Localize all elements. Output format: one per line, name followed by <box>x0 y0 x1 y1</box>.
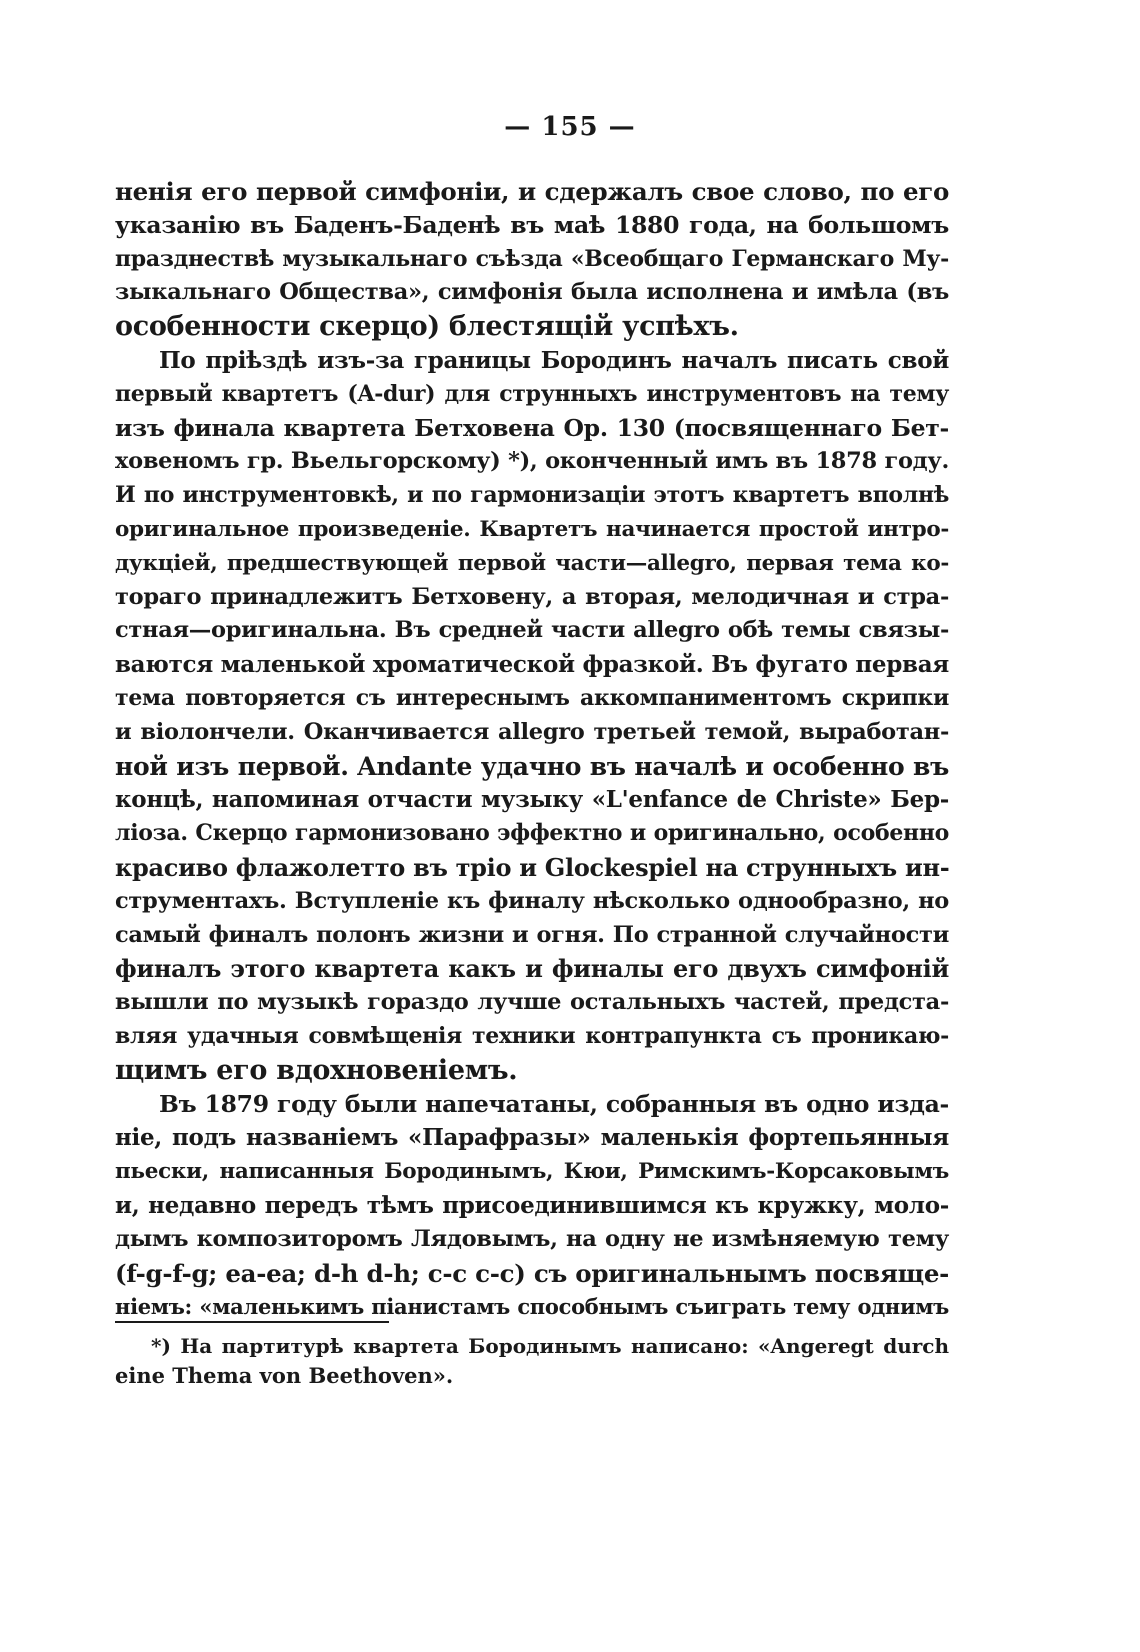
text-line: красиво флажолетто въ тріо и Glockespiel на струнныхъ ин- <box>115 852 950 882</box>
text-line: празднествѣ музыкальнаго съѣзда «Всеобщаго Германскаго Му- <box>115 245 949 272</box>
text-line: щимъ его вдохновеніемъ. <box>115 1054 518 1086</box>
text-line: зыкальнаго Общества», симфонія была исполнена и имѣла (въ <box>115 279 949 306</box>
text-line: стная—оригинальна. Въ средней части allegro обѣ темы связы- <box>115 617 949 644</box>
text-line: ліоза. Скерцо гармонизовано эффектно и оригинально, особенно <box>115 820 949 847</box>
text-line: и віолончели. Оканчивается allegro третьей темой, выработан- <box>115 718 949 745</box>
text-line: Въ 1879 году были напечатаны, собранныя въ одно изда- <box>159 1089 949 1118</box>
footnote-line: eine Thema von Beethoven». <box>115 1363 454 1388</box>
page-number: — 155 — <box>504 112 636 142</box>
footnote-divider <box>115 1321 389 1323</box>
text-line: первый квартетъ (A-dur) для струнныхъ инструментовъ на тему <box>115 380 949 407</box>
text-line: И по инструментовкѣ, и по гармонизаціи этотъ квартетъ вполнѣ <box>115 482 949 509</box>
text-line: вышли по музыкѣ гораздо лучше остальныхъ частей, предста- <box>115 989 949 1016</box>
text-line: финалъ этого квартета какъ и финалы его двухъ симфоній <box>115 954 949 984</box>
text-line: особенности скерцо) блестящій успѣхъ. <box>115 311 739 343</box>
text-line: дымъ композиторомъ Лядовымъ, на одну не измѣняемую тему <box>115 1225 949 1252</box>
footnote-line: *) На партитурѣ квартета Бородинымъ написано: «Angeregt durch <box>151 1334 949 1358</box>
footnote <box>115 1332 949 1390</box>
text-line: тораго принадлежитъ Бетховену, а вторая, мелодичная и стра- <box>115 583 949 610</box>
text-line: ваются маленькой хроматической фразкой. Въ фугато первая <box>115 651 949 679</box>
text-line: вляя удачныя совмѣщенія техники контрапункта съ проникаю- <box>115 1022 949 1049</box>
text-line: По пріѣздѣ изъ-за границы Бородинъ началъ писать свой <box>159 346 949 374</box>
text-line: дукціей, предшествующей первой части—allegro, первая тема ко- <box>115 550 949 576</box>
body-text <box>115 175 949 1324</box>
text-line: пьески, написанныя Бородинымъ, Кюи, Римскимъ-Корсаковымъ <box>115 1159 949 1185</box>
text-line: ной изъ первой. Andante удачно въ началѣ и особенно въ <box>115 751 949 781</box>
text-line: изъ финала квартета Бетховена Ор. 130 (посвященнаго Бет- <box>115 413 949 442</box>
text-line: оригинальное произведеніе. Квартетъ начинается простой интро- <box>115 516 949 542</box>
text-line: концѣ, напоминая отчасти музыку «L'enfance de Christe» Бер- <box>115 786 949 814</box>
text-line: ніе, подъ названіемъ «Парафразы» маленькія фортепьянныя <box>115 1124 949 1152</box>
text-line: ховеномъ гр. Вьельгорскому) *), оконченный имъ въ 1878 году. <box>115 448 949 475</box>
text-line: струментахъ. Вступленіе къ финалу нѣсколько однообразно, но <box>115 887 949 914</box>
text-line: указанію въ Баденъ-Баденѣ въ маѣ 1880 года, на большомъ <box>115 210 949 239</box>
text-line: (f-g-f-g; ea-ea; d-h d-h; c-c c-c) съ оригинальнымъ посвяще- <box>115 1258 949 1288</box>
text-line: тема повторяется съ интереснымъ аккомпаниментомъ скрипки <box>115 684 949 711</box>
text-line: и, недавно передъ тѣмъ присоединившимся къ кружку, моло- <box>115 1191 949 1219</box>
text-line: самый финалъ полонъ жизни и огня. По странной случайности <box>115 921 949 948</box>
text-line: ненія его первой симфоніи, и сдержалъ свое слово, по его <box>115 177 949 206</box>
text-line: ніемъ: «маленькимъ піанистамъ способнымъ съиграть тему однимъ <box>115 1294 949 1320</box>
